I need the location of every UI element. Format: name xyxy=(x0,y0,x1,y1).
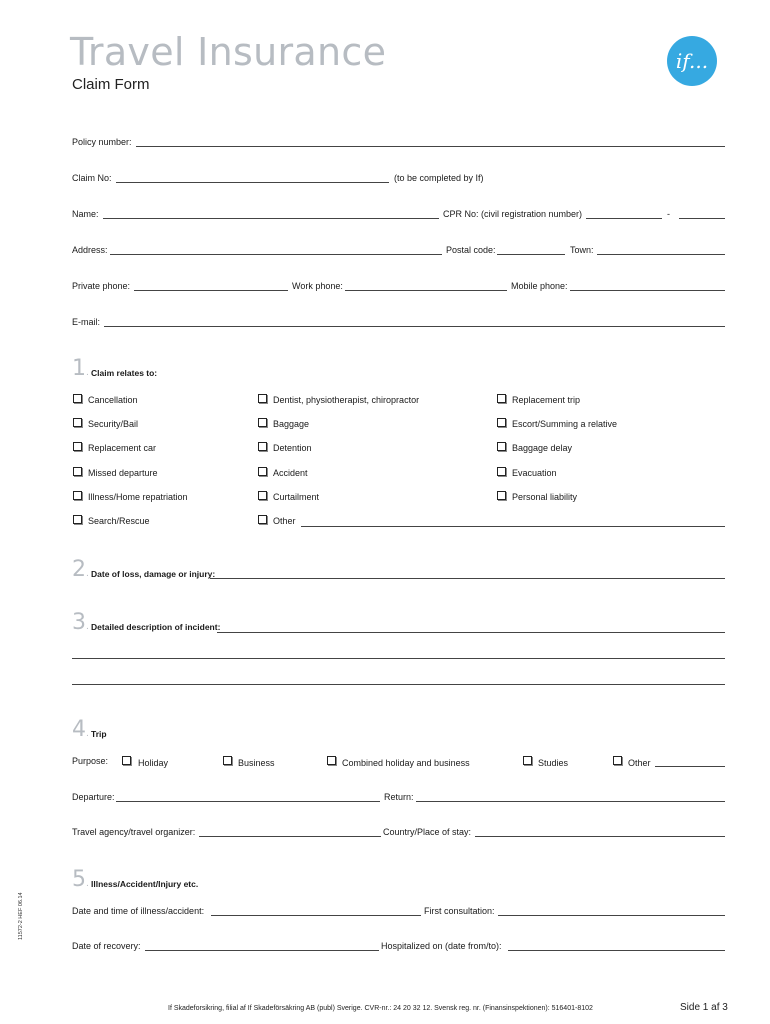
purpose-label: Purpose: xyxy=(72,756,109,766)
security-bail-label: Security/Bail xyxy=(88,419,139,429)
search-rescue-checkbox[interactable] xyxy=(73,515,82,524)
section-5-title: Illness/Accident/Injury etc. xyxy=(91,879,199,889)
holiday-label: Holiday xyxy=(138,758,169,768)
section-3-number: 3. xyxy=(72,610,89,635)
travel-agency-field[interactable] xyxy=(199,836,381,837)
detention-label: Detention xyxy=(273,443,312,453)
section-1-title: Claim relates to: xyxy=(91,368,158,378)
private-phone-field[interactable] xyxy=(134,290,288,291)
business-checkbox[interactable] xyxy=(223,756,232,765)
other-purpose-field[interactable] xyxy=(655,766,725,767)
postal-code-label: Postal code: xyxy=(446,245,496,255)
illness-home-repatriation-checkbox[interactable] xyxy=(73,491,82,500)
description-field-3[interactable] xyxy=(72,684,725,685)
description-field-2[interactable] xyxy=(72,658,725,659)
name-label: Name: xyxy=(72,209,99,219)
policy-number-field[interactable] xyxy=(136,146,725,147)
security-bail-checkbox[interactable] xyxy=(73,418,82,427)
baggage-checkbox[interactable] xyxy=(258,418,267,427)
missed-departure-label: Missed departure xyxy=(88,468,158,478)
dentist-label: Dentist, physiotherapist, chiropractor xyxy=(273,395,420,405)
town-field[interactable] xyxy=(597,254,725,255)
mobile-phone-label: Mobile phone: xyxy=(511,281,568,291)
replacement-trip-label: Replacement trip xyxy=(512,395,581,405)
claim-no-note: (to be completed by If) xyxy=(394,173,484,183)
section-1-number: 1. xyxy=(72,356,89,381)
illness-home-repatriation-label: Illness/Home repatriation xyxy=(88,492,188,502)
claim-no-label: Claim No: xyxy=(72,173,112,183)
accident-label: Accident xyxy=(273,468,308,478)
dentist-checkbox[interactable] xyxy=(258,394,267,403)
departure-field[interactable] xyxy=(116,801,380,802)
baggage-label: Baggage xyxy=(273,419,310,429)
work-phone-label: Work phone: xyxy=(292,281,343,291)
form-code: 11572-2 HEF 06.14 xyxy=(18,892,24,940)
section-2-title: Date of loss, damage or injury: xyxy=(91,569,216,579)
return-label: Return: xyxy=(384,792,414,802)
email-label: E-mail: xyxy=(72,317,101,327)
search-rescue-label: Search/Rescue xyxy=(88,516,150,526)
combined-holiday-business-label: Combined holiday and business xyxy=(342,758,470,768)
form-title: Travel Insurance xyxy=(70,30,387,74)
footer-legal-text: If Skadeforsikring, filial af If Skadeförsäkring AB (publ) Sverige. CVR-nr.: 24 20 32 12. Svensk reg. nr. (Finansinspektionen): 516401-8102 xyxy=(168,1005,593,1012)
section-2-number: 2. xyxy=(72,557,89,582)
baggage-delay-label: Baggage delay xyxy=(512,443,573,453)
departure-label: Departure: xyxy=(72,792,115,802)
private-phone-label: Private phone: xyxy=(72,281,131,291)
other-purpose-label: Other xyxy=(628,758,651,768)
cpr-dash: - xyxy=(667,209,670,219)
cpr-no-field-1[interactable] xyxy=(586,218,662,219)
illness-date-time-label: Date and time of illness/accident: xyxy=(72,906,205,916)
form-subtitle: Claim Form xyxy=(72,76,150,93)
section-4-title: Trip xyxy=(91,729,107,739)
accident-checkbox[interactable] xyxy=(258,467,267,476)
holiday-checkbox[interactable] xyxy=(122,756,131,765)
business-label: Business xyxy=(238,758,275,768)
country-field[interactable] xyxy=(475,836,725,837)
replacement-car-checkbox[interactable] xyxy=(73,442,82,451)
personal-liability-label: Personal liability xyxy=(512,492,578,502)
first-consultation-label: First consultation: xyxy=(424,906,495,916)
other-claim-field[interactable] xyxy=(301,526,725,527)
escort-checkbox[interactable] xyxy=(497,418,506,427)
section-5-number: 5. xyxy=(72,867,89,892)
cpr-no-label: CPR No: (civil registration number) xyxy=(443,209,583,219)
other-claim-label: Other xyxy=(273,516,296,526)
studies-label: Studies xyxy=(538,758,569,768)
detention-checkbox[interactable] xyxy=(258,442,267,451)
policy-number-label: Policy number: xyxy=(72,137,132,147)
page-number: Side 1 af 3 xyxy=(680,1002,728,1013)
claim-no-field[interactable] xyxy=(116,182,389,183)
escort-label: Escort/Summing a relative xyxy=(512,419,618,429)
address-field[interactable] xyxy=(110,254,442,255)
email-field[interactable] xyxy=(104,326,725,327)
recovery-date-label: Date of recovery: xyxy=(72,941,141,951)
hospitalized-field[interactable] xyxy=(508,950,725,951)
work-phone-field[interactable] xyxy=(345,290,507,291)
name-field[interactable] xyxy=(103,218,439,219)
section-3-title: Detailed description of incident: xyxy=(91,622,221,632)
studies-checkbox[interactable] xyxy=(523,756,532,765)
town-label: Town: xyxy=(570,245,594,255)
if-logo: if... xyxy=(667,36,717,86)
travel-agency-label: Travel agency/travel organizer: xyxy=(72,827,196,837)
first-consultation-field[interactable] xyxy=(498,915,725,916)
country-label: Country/Place of stay: xyxy=(383,827,472,837)
postal-code-field[interactable] xyxy=(497,254,565,255)
baggage-delay-checkbox[interactable] xyxy=(497,442,506,451)
other-claim-checkbox[interactable] xyxy=(258,515,267,524)
other-purpose-checkbox[interactable] xyxy=(613,756,622,765)
personal-liability-checkbox[interactable] xyxy=(497,491,506,500)
illness-date-time-field[interactable] xyxy=(211,915,421,916)
cancellation-label: Cancellation xyxy=(88,395,138,405)
evacuation-checkbox[interactable] xyxy=(497,467,506,476)
combined-holiday-business-checkbox[interactable] xyxy=(327,756,336,765)
replacement-trip-checkbox[interactable] xyxy=(497,394,506,403)
curtailment-label: Curtailment xyxy=(273,492,320,502)
cancellation-checkbox[interactable] xyxy=(73,394,82,403)
curtailment-checkbox[interactable] xyxy=(258,491,267,500)
mobile-phone-field[interactable] xyxy=(570,290,725,291)
replacement-car-label: Replacement car xyxy=(88,443,157,453)
section-4-number: 4. xyxy=(72,717,89,742)
date-of-loss-field[interactable] xyxy=(210,578,725,579)
description-field-1[interactable] xyxy=(217,632,725,633)
hospitalized-label: Hospitalized on (date from/to): xyxy=(381,941,502,951)
address-label: Address: xyxy=(72,245,108,255)
recovery-date-field[interactable] xyxy=(145,950,379,951)
evacuation-label: Evacuation xyxy=(512,468,557,478)
return-field[interactable] xyxy=(416,801,725,802)
missed-departure-checkbox[interactable] xyxy=(73,467,82,476)
cpr-no-field-2[interactable] xyxy=(679,218,725,219)
